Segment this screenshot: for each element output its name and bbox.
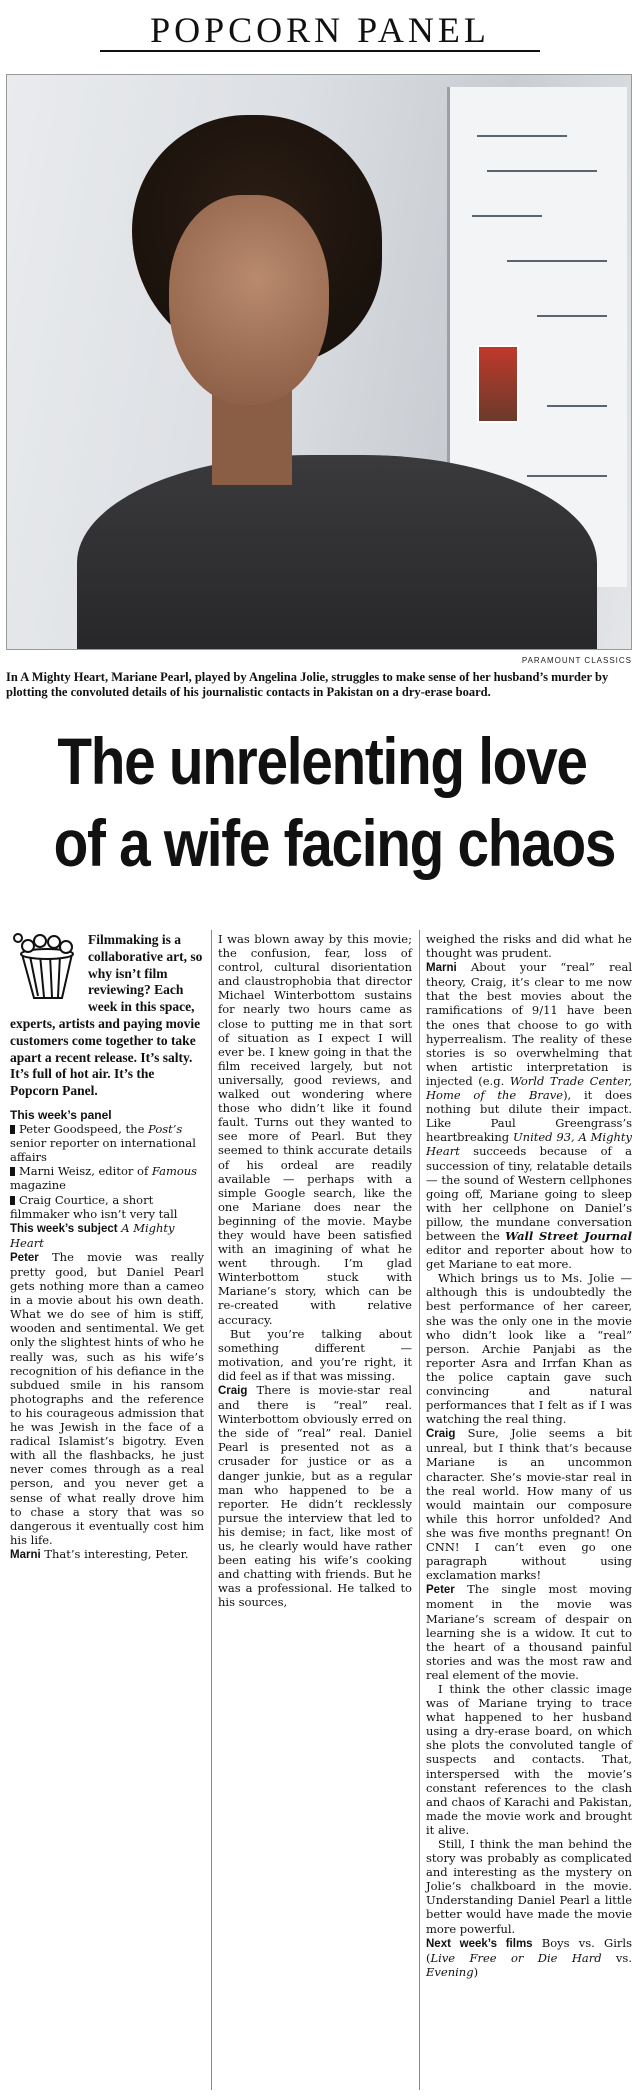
headline	[53, 720, 616, 884]
comment-paragraph: I think the other classic image was of Mariane trying to trace what happened to her husband using a dry-erase board, on which she plots the convoluted tangle of suspects and contacts. That, interspersed with the movie’s constant references to the clash and chaos of Karachi and Pakistan, made the movie work and brought it alive.	[426, 1681, 632, 1837]
film-still-photo	[6, 74, 632, 650]
comment-paragraph: Peter The movie was really pretty good, but Daniel Pearl gets nothing more than a cameo in a movie about his own death. What we do see of him is stiff, wooden and sentimental. We get only the slightest hints of who he really was, such as his wife’s recognition of his defiance in the subdued smile in his ransom photographs and the reference to his courageous admission that he was Jewish in the face of a radical Islamist’s bigotry. Even with all the flashbacks, he just never comes through as a real person, and you never get a sense of what really drove him to chase a story that was so dangerous it eventually cost him his life.	[10, 1249, 204, 1547]
panel-heading: This week’s panel	[10, 1107, 112, 1122]
section-masthead: POPCORN PANEL	[100, 8, 540, 52]
column-intro: Filmmaking is a collaborative art, so why isn’t film reviewing? Each week in this space, experts, artists and paying movie customers come together to take apart a recent release. It’s salty. It’s full of hot air. It’s the Popcorn Panel.	[10, 932, 203, 1099]
headline-line-2: of a wife facing chaos	[53, 806, 616, 880]
figure-shirt	[77, 455, 597, 650]
subject-line: This week’s subject A Mighty Heart	[10, 1220, 175, 1250]
article-column-2	[218, 932, 412, 1610]
comment-paragraph: Craig Sure, Jolie seems a bit unreal, but I think that’s because Mariane is an uncommon character. She’s movie-star real in the real world. How many of us would maintain our composure while this horror unfolded? And she was five months pregnant! On CNN! I can’t even go one paragraph without using exclamation marks!	[426, 1426, 632, 1583]
panel-member: Marni Weisz, editor of Famous magazine	[10, 1164, 198, 1193]
headline-line-1: The unrelenting love	[57, 724, 587, 798]
panel-member: Peter Goodspeed, the Post’s senior reporter on international affairs	[10, 1122, 196, 1165]
column-rule-2	[419, 930, 420, 2090]
comment-paragraph: But you’re talking about something different — motivation, and you’re right, it did feel as if that was missing.	[218, 1326, 412, 1383]
pinned-photo	[477, 345, 519, 423]
column-rule-1	[211, 930, 212, 2090]
comment-paragraph: I was blown away by this movie; the confusion, fear, loss of control, cultural disorientation and claustrophobia that director Michael Winterbottom sustains for nearly two hours came as close to putting me in that sort of situation as I expect I will ever be. I knew going in that the film received largely, but not universally, good reviews, and walked out wondering where those who didn’t like it found fault. Turns out they wanted to see more of Pearl. But they seemed to think accurate details of his ordeal are readily available — perhaps with a simple Google search, like the one Mariane does near the beginning of the movie. Maybe they would have been satisfied with an imagining of what he went through. I’m glad Winterbottom stuck with Mariane’s story, which can be re-created with relative accuracy.	[218, 932, 412, 1327]
next-week-line: Next week’s films Boys vs. Girls (Live Free or Die Hard vs. Evening)	[426, 1935, 632, 1979]
article-column-1	[10, 932, 204, 1562]
figure-face	[169, 195, 329, 405]
photo-credit: PARAMOUNT CLASSICS	[521, 656, 632, 665]
comment-paragraph: Craig There is movie-star real and there is “real” real. Winterbottom obviously erred on the side of “real” real. Daniel Pearl is presented not as a crusader for justice or as a danger junkie, but as a regular man who happened to be a reporter. He didn’t recklessly pursue the interview that led to his demise; in fact, like most of us, he clearly would have rather been eating his wife’s cooking and chatting with friends. But he was a professional. He talked to his sources,	[218, 1383, 412, 1610]
comment-paragraph: Marni About your “real” real theory, Craig, it’s clear to me now that the best movies about the ramifications of 9/11 have been the ones that choose to go with hyperrealism. The reality of these stories is so overwhelming that when artistic interpretation is injected (e.g. World Trade Center, Home of the Brave), it does nothing but dilute their impact. Like Paul Greengrass’s heartbreaking United 93, A Mighty Heart succeeds because of a succession of tiny, relatable details — the sound of Western cellphones going off, Mariane going to sleep with her cellphone on Daniel’s pillow, the mundane conversation between the Wall Street Journal editor and reporter about how to get Mariane to eat more.	[426, 960, 633, 1272]
comment-paragraph: Peter The single most moving moment in the movie was Mariane’s scream of despair on learning she is a widow. It cut to the heart of a thousand painful stories and was the most raw and real element of the movie.	[426, 1582, 632, 1682]
comment-paragraph: Still, I think the man behind the story was probably as complicated and interesting as the mystery on Jolie’s chalkboard in the movie. Understanding Daniel Pearl a little better would have made the movie more powerful.	[426, 1837, 632, 1936]
comment-paragraph: Which brings us to Ms. Jolie — although this is undoubtedly the best performance of her career, she was the only one in the movie who didn’t look like a “real” person. Archie Panjabi as the reporter Asra and Irrfan Khan as the police captain gave such convincing and natural performances that I felt as if I was watching the real thing.	[426, 1271, 632, 1427]
panel-member: Craig Courtice, a short filmmaker who isn’t very tall	[10, 1192, 178, 1221]
comment-paragraph: weighed the risks and did what he thought was prudent.	[426, 932, 632, 961]
photo-caption: In A Mighty Heart, Mariane Pearl, played by Angelina Jolie, struggles to make sense of her husband’s murder by plotting the convoluted details of his journalistic contacts in Pakistan on a dry-erase board.	[6, 670, 609, 699]
article-column-3	[426, 932, 632, 1979]
popcorn-bucket-icon	[10, 932, 82, 1002]
comment-paragraph: Marni That’s interesting, Peter.	[10, 1546, 189, 1561]
